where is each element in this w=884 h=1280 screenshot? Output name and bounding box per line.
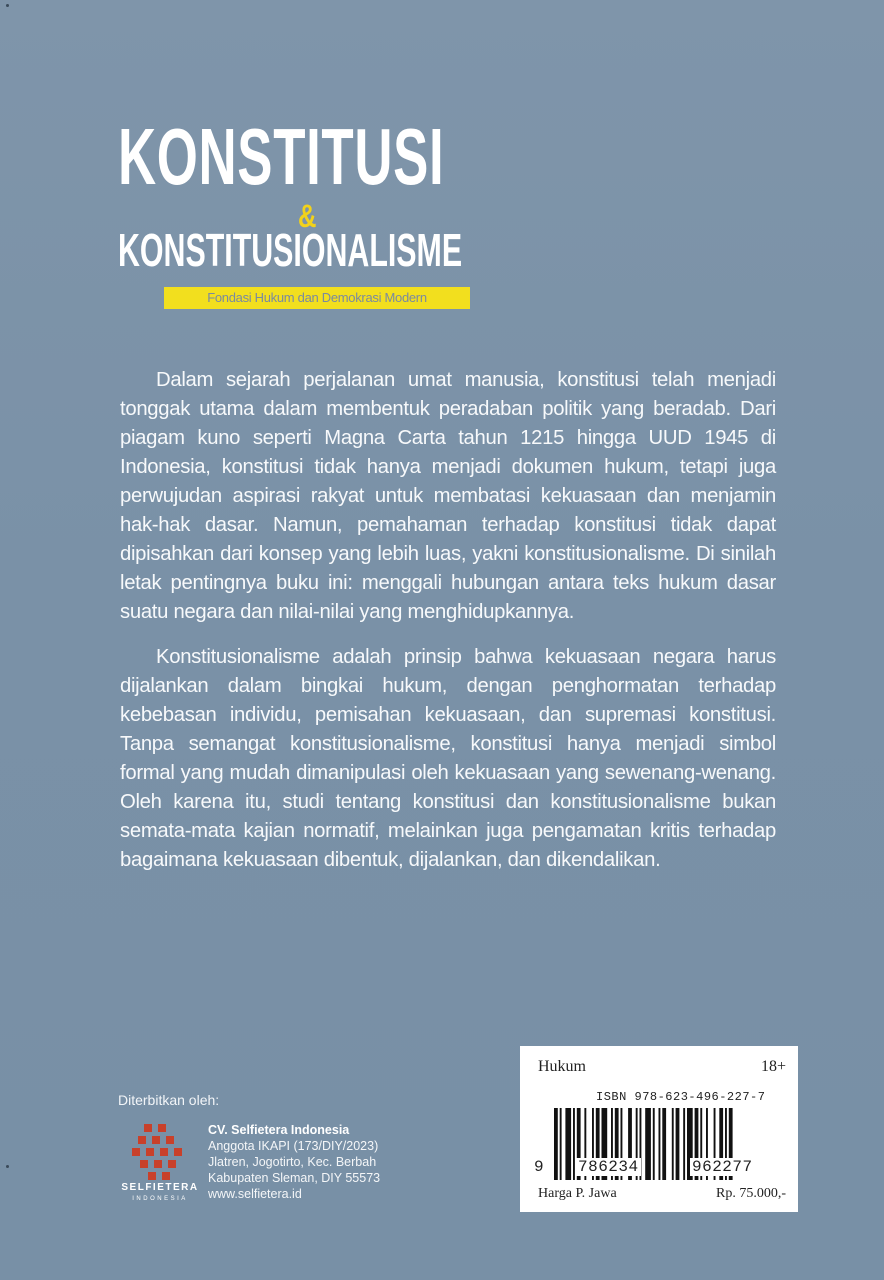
barcode-left-digits: 786234 xyxy=(578,1158,639,1176)
blurb-paragraph-2: Konstitusionalisme adalah prinsip bahwa kekuasaan negara harus dijalankan dalam bingkai hukum, dengan penghormatan terhadap kebebasan individu, pemisahan kekuasaan, dan supremasi konstitusi. Tanpa semangat konstitusionalisme, konstitusi hanya menjadi simbol formal yang mudah dimanipulasi oleh kekuasaan yang sewenang-wenang. Oleh karena itu, studi tentang konstitusi dan konstitusionalisme bukan semata-mata kajian normatif, melainkan juga pengamatan kritis terhadap bagaimana kekuasaan dibentuk, dijalankan, dan dikendalikan. xyxy=(120,646,776,871)
publisher-address-2: Kabupaten Sleman, DIY 55573 xyxy=(208,1171,381,1185)
speck xyxy=(6,4,9,7)
speck xyxy=(6,1165,9,1168)
logo-subtext: INDONESIA xyxy=(132,1196,188,1202)
publisher-address-1: Jlatren, Jogotirto, Kec. Berbah xyxy=(208,1155,377,1169)
publisher-info xyxy=(208,1122,380,1202)
barcode-right-digits: 962277 xyxy=(692,1158,753,1176)
age-rating: 18+ xyxy=(760,1058,786,1075)
published-by-label: Diterbitkan oleh: xyxy=(118,1092,220,1108)
barcode-box xyxy=(520,1046,798,1212)
subtitle-banner: Fondasi Hukum dan Demokrasi Modern xyxy=(164,287,470,309)
title-konstitusi: KONSTITUSI xyxy=(118,112,445,201)
publisher-member: Anggota IKAPI (173/DIY/2023) xyxy=(208,1139,379,1153)
title-konstitusionalisme: KONSTITUSIONALISME xyxy=(118,224,463,276)
price-label: Harga P. Jawa xyxy=(538,1186,617,1201)
publisher-name: CV. Selfietera Indonesia xyxy=(208,1123,350,1137)
book-category: Hukum xyxy=(538,1058,586,1075)
barcode-lead-digit: 9 xyxy=(534,1158,544,1176)
isbn-text: ISBN 978-623-496-227-7 xyxy=(596,1090,766,1104)
blurb-paragraph-1: Dalam sejarah perjalanan umat manusia, konstitusi telah menjadi tonggak utama dalam membentuk peradaban politik yang beradab. Dari piagam kuno seperti Magna Carta tahun 1215 hingga UUD 1945 di Indonesia, konstitusi tidak hanya menjadi dokumen hukum, tetapi juga perwujudan aspirasi rakyat untuk membatasi kekuasaan dan menjamin hak-hak dasar. Namun, pemahaman terhadap konstitusi tidak dapat dipisahkan dari konsep yang lebih luas, yakni konstitusionalisme. Di sinilah letak pentingnya buku ini: menggali hubungan antara teks hukum dasar suatu negara dan nilai-nilai yang menghidupkannya. xyxy=(120,369,776,623)
title-block xyxy=(118,112,538,276)
title-ampersand: & xyxy=(298,198,317,234)
publisher-website: www.selfietera.id xyxy=(208,1187,302,1201)
price-value: Rp. 75.000,- xyxy=(716,1186,786,1201)
blurb-text xyxy=(120,366,776,891)
logo-wordmark: SELFIETERA xyxy=(121,1182,199,1193)
